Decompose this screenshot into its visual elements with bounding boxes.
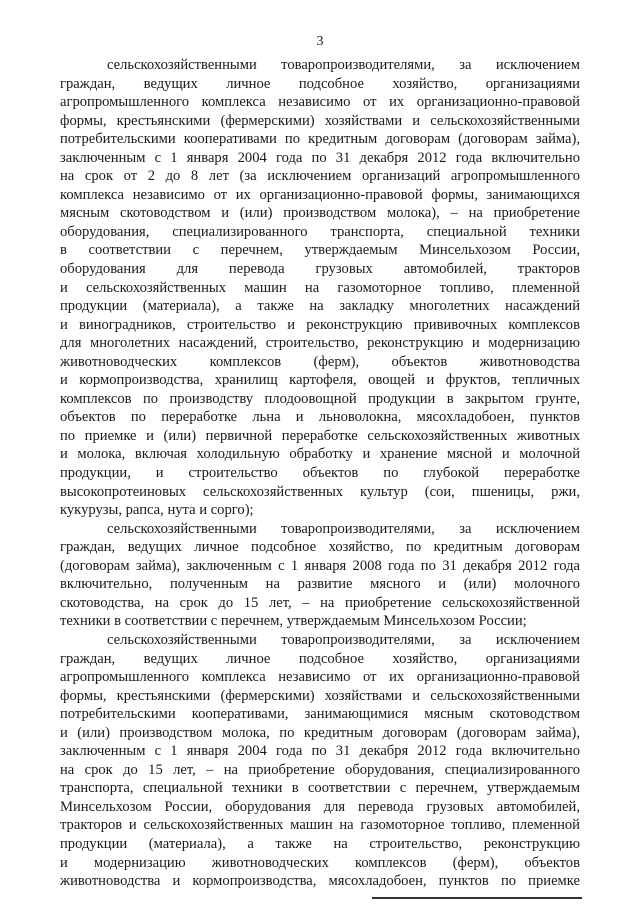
text-line: и сельскохозяйственных машин на газомоторное топливо, племенной [60, 279, 580, 296]
text-line: продукции, и строительство объектов по глубокой переработке [60, 465, 580, 482]
text-line: по приемке и (или) первичной переработке сельскохозяйственных животных [60, 427, 580, 444]
text-line: включительно, полученным на развитие мясного и (или) молочного [60, 576, 580, 593]
text-line: в соответствии с перечнем, утверждаемым Минсельхозом России, [60, 242, 580, 259]
text-line: комплексов по производству плодоовощной продукции в закрытом грунте, [60, 390, 580, 407]
text-line: комплекса независимо от их организационно-правовой формы, занимающихся [60, 186, 580, 203]
text-line: объектов по переработке льна и льноволокна, мясохладобоен, пунктов [60, 409, 580, 426]
text-line: мясным скотоводством и (или) производством молока), – на приобретение [60, 205, 580, 222]
text-line: сельскохозяйственными товаропроизводителями, за исключением [107, 631, 580, 648]
text-line: тракторов и сельскохозяйственных машин на газомоторное топливо, племенной [60, 817, 580, 834]
text-line: заключенным с 1 января 2004 года по 31 декабря 2012 года включительно [60, 743, 580, 760]
text-line: сельскохозяйственными товаропроизводителями, за исключением [107, 57, 580, 73]
text-line: агропромышленного комплекса независимо от их организационно-правовой [60, 94, 580, 111]
text-line: продукции (материала), а также на закладку многолетних насаждений [60, 298, 580, 315]
text-line: техники в соответствии с перечнем, утверждаемым Минсельхозом России; [60, 613, 527, 630]
text-line: высокопротеиновых сельскохозяйственных культур (сои, пшеницы, ржи, [60, 483, 580, 500]
text-line: граждан, ведущих личное подсобное хозяйство, организациями [60, 75, 580, 92]
text-line: на срок до 15 лет, – на приобретение оборудования, специализированного [60, 761, 580, 778]
text-line: сельскохозяйственными товаропроизводителями, за исключением [107, 520, 580, 537]
text-line: скотоводства, на срок до 15 лет, – на приобретение сельскохозяйственной [60, 594, 580, 611]
text-line: и молока, включая холодильную обработку и хранение мясной и молочной [60, 446, 580, 463]
text-line: кукурузы, рапса, нута и сорго); [60, 502, 254, 519]
text-line: и модернизацию животноводческих комплексов (ферм), объектов [60, 854, 580, 871]
text-line: агропромышленного комплекса независимо от их организационно-правовой [60, 669, 580, 686]
text-line: потребительскими кооперативами, занимающимися мясным скотоводством [60, 706, 580, 723]
text-line: для многолетних насаждений, строительство, реконструкцию и модернизацию [60, 335, 580, 352]
text-line: потребительскими кооперативами по кредитным договорам (договорам займа), [60, 131, 580, 148]
text-line: и кормопроизводства, хранилищ картофеля, овощей и фруктов, тепличных [60, 372, 580, 389]
text-line: граждан, ведущих личное подсобное хозяйство, по кредитным договорам [60, 539, 580, 556]
text-line: оборудования, специализированного транспорта, специальной техники [60, 223, 580, 240]
document-body [60, 56, 580, 891]
text-line: (договорам займа), заключенным с 1 января 2008 года по 31 декабря 2012 года [60, 557, 580, 574]
text-line: продукции (материала), а также на строительство, реконструкцию [60, 835, 580, 852]
text-line: заключенным с 1 января 2004 года по 31 декабря 2012 года включительно [60, 149, 580, 166]
text-line: и (или) производством молока, по кредитным договорам (договорам займа), [60, 724, 580, 741]
text-line: формы, крестьянскими (фермерскими) хозяйствами и сельскохозяйственными [60, 112, 580, 129]
text-line: транспорта, специальной техники в соответствии с перечнем, утверждаемым [60, 780, 580, 797]
text-line: Минсельхозом России, оборудования для перевода грузовых автомобилей, [60, 798, 580, 815]
text-line: оборудования для перевода грузовых автомобилей, тракторов [60, 261, 580, 278]
text-line: животноводства и кормопроизводства, мясохладобоен, пунктов по приемке [60, 873, 580, 890]
text-line: граждан, ведущих личное подсобное хозяйство, организациями [60, 650, 580, 667]
text-line: на срок от 2 до 8 лет (за исключением организаций агропромышленного [60, 168, 580, 185]
page-number: 3 [316, 34, 324, 49]
text-line: животноводческих комплексов (ферм), объектов животноводства [60, 353, 580, 370]
footer-rule [372, 897, 582, 899]
text-line: формы, крестьянскими (фермерскими) хозяйствами и сельскохозяйственными [60, 687, 580, 704]
text-line: и виноградников, строительство и реконструкцию прививочных комплексов [60, 316, 580, 333]
